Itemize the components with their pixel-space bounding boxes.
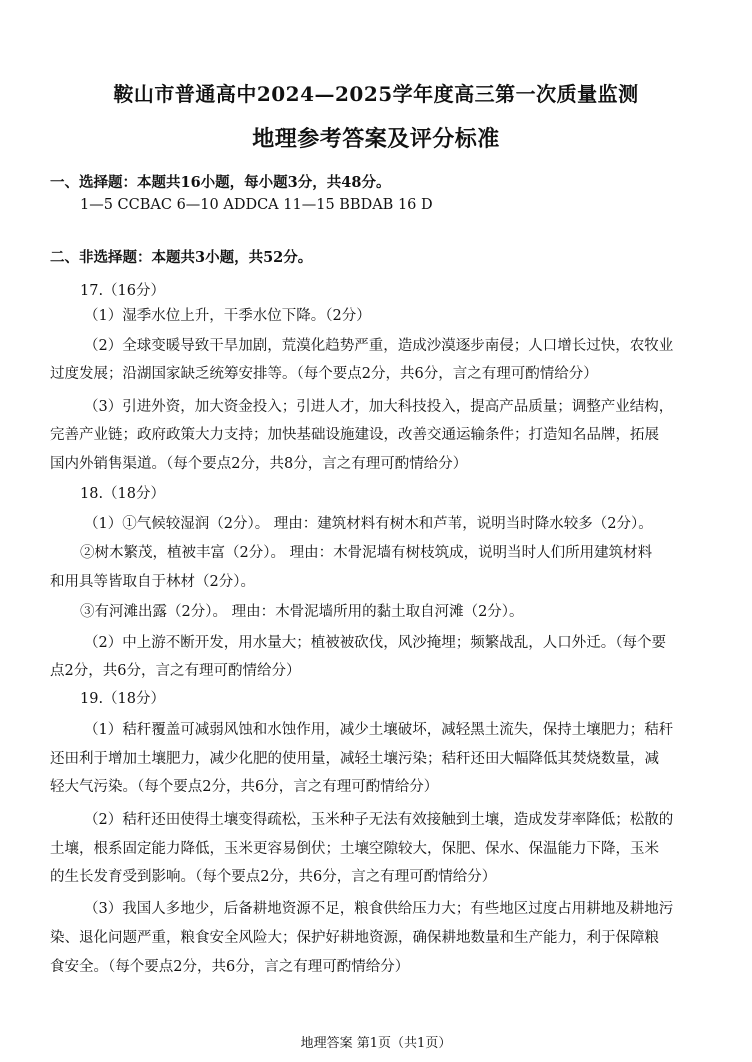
section1-heading: 一、选择题：本题共16小题，每小题3分，共48分。 — [50, 174, 391, 191]
section2-heading: 二、非选择题：本题共3小题，共52分。 — [50, 249, 313, 266]
q19-part3-line1: （3）我国人多地少，后备耕地资源不足，粮食供给压力大；有些地区过度占用耕地及耕地污 — [84, 901, 674, 917]
q19-part1-line2: 还田利于增加土壤肥力，减少化肥的使用量，减轻土壤污染；秸秆还田大幅降低其焚烧数量，减 — [50, 751, 659, 767]
page-subtitle: 地理参考答案及评分标准 — [252, 126, 500, 152]
q17-part3-line2: 完善产业链；政府政策大力支持；加快基础设施建设，改善交通运输条件；打造知名品牌，拓展 — [50, 427, 659, 443]
q17-label: 17.（16分） — [80, 283, 166, 299]
q17-part2-line2: 过度发展；沿湖国家缺乏统筹安排等。（每个要点2分，共6分，言之有理可酌情给分） — [50, 366, 598, 382]
q19-part3-line3: 食安全。（每个要点2分，共6分，言之有理可酌情给分） — [50, 959, 410, 975]
page-footer: 地理答案 第1页（共1页） — [300, 1036, 452, 1051]
q18-part3: ③有河滩出露（2分）。 理由：木骨泥墙所用的黏土取自河滩（2分）。 — [80, 604, 524, 620]
q19-part2-line2: 土壤，根系固定能力降低，玉米更容易倒伏；土壤空隙较大，保肥、保水、保温能力下降，玉米 — [50, 841, 659, 857]
page-title: 鞍山市普通高中2024—2025学年度高三第一次质量监测 — [113, 82, 639, 106]
q19-part2-line3: 的生长发育受到影响。（每个要点2分，共6分，言之有理可酌情给分） — [50, 869, 497, 885]
q18-part2-line1: ②树木繁茂，植被丰富（2分）。 理由：木骨泥墙有树枝筑成，说明当时人们所用建筑材料 — [80, 545, 653, 561]
q19-part2-line1: （2）秸秆还田使得土壤变得疏松，玉米种子无法有效接触到土壤，造成发芽率降低；松散的 — [84, 812, 674, 828]
q18-part1: （1）①气候较湿润（2分）。 理由：建筑材料有树木和芦苇，说明当时降水较多（2分）。 — [84, 516, 653, 532]
q19-part3-line2: 染、退化问题严重，粮食安全风险大；保护好耕地资源，确保耕地数量和生产能力，利于保障粮 — [50, 930, 659, 946]
q17-part2-line1: （2）全球变暖导致干旱加剧，荒漠化趋势严重，造成沙漠逐步南侵；人口增长过快，农牧业 — [84, 338, 674, 354]
q19-part1-line1: （1）秸秆覆盖可减弱风蚀和水蚀作用，减少土壤破坏，减轻黑土流失，保持土壤肥力；秸秆 — [84, 722, 674, 738]
q18-part2-line2: 和用具等皆取自于林材（2分）。 — [50, 574, 255, 590]
q17-part3-line1: （3）引进外资，加大资金投入；引进人才，加大科技投入，提高产品质量；调整产业结构， — [84, 399, 674, 415]
q17-part3-line3: 国内外销售渠道。（每个要点2分，共8分，言之有理可酌情给分） — [50, 456, 468, 472]
choice-answers: 1—5 CCBAC 6—10 ADDCA 11—15 BBDAB 16 D — [80, 197, 433, 213]
q17-part1: （1）湿季水位上升，干季水位下降。（2分） — [84, 308, 371, 324]
q19-label: 19.（18分） — [80, 691, 166, 707]
q18-label: 18.（18分） — [80, 486, 166, 502]
q18-part4-line2: 点2分，共6分，言之有理可酌情给分） — [50, 663, 301, 679]
q18-part4-line1: （2）中上游不断开发，用水量大；植被被砍伐，风沙掩埋；频繁战乱，人口外迁。（每个要 — [84, 635, 666, 651]
q19-part1-line3: 轻大气污染。（每个要点2分，共6分，言之有理可酌情给分） — [50, 779, 439, 795]
